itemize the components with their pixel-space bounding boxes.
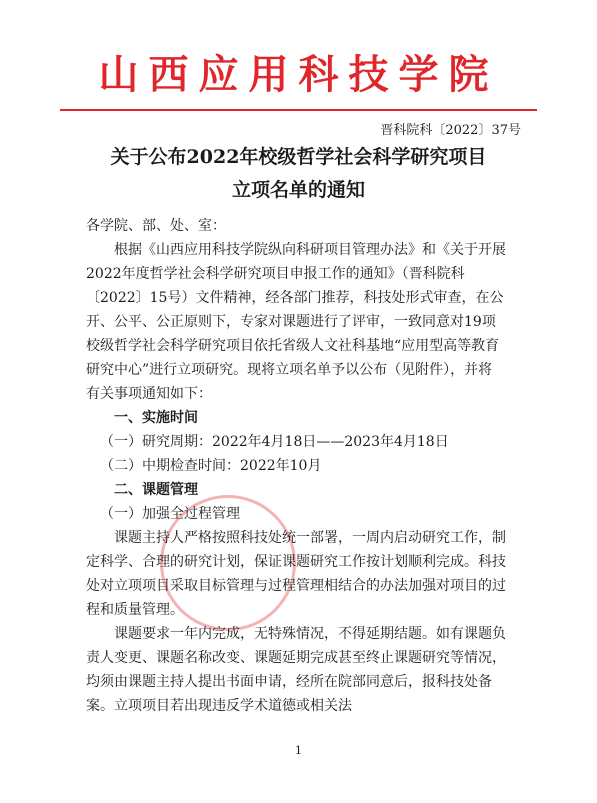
section-1-heading: 一、实施时间 — [114, 410, 198, 426]
section-1-item-2: （二）中期检查时间：2022年10月 — [100, 458, 322, 474]
title-line-2: 立项名单的通知 — [231, 179, 365, 201]
document-body — [86, 214, 506, 718]
title-line-1: 关于公布2022年校级哲学社会科学研究项目 — [110, 146, 487, 168]
section-2-subheading-1: （一）加强全过程管理 — [100, 506, 240, 522]
header-red-rule — [60, 109, 537, 111]
page-number: 1 — [295, 744, 302, 757]
section-1-item-1: （一）研究周期：2022年4月18日——2023年4月18日 — [100, 434, 449, 450]
document-number: 晋科院科〔2022〕37号 — [380, 123, 521, 138]
paragraph-intro: 根据《山西应用科技学院纵向科研项目管理办法》和《关于开展2022年度哲学社会科学研究项目申报工作的通知》（晋科院科〔2022〕15号）文件精神，经各部门推荐，科技处形式审查，在公开、公平、公正原则下，专家对课题进行了评审，一致同意对19项校级哲学社会科学研究项目依托省级人文社科基地“应用型高等教育研究中心”进行立项研究。现将立项名单予以公布（见附件），并将有关事项通知如下： — [86, 242, 506, 402]
salutation: 各学院、部、处、室： — [86, 218, 226, 234]
paragraph-requirements: 课题要求一年内完成，无特殊情况，不得延期结题。如有课题负责人变更、课题名称改变、课题延期完成甚至终止课题研究等情况，均须由课题主持人提出书面申请，经所在院部同意后，报科技处备案。立项项目若出现违反学术道德或相关法 — [86, 626, 506, 714]
section-2-heading: 二、课题管理 — [114, 482, 198, 498]
document-title — [0, 141, 597, 207]
paragraph-management: 课题主持人严格按照科技处统一部署，一周内启动研究工作，制定科学、合理的研究计划，保证课题研究工作按计划顺利完成。科技处对立项项目采取目标管理与过程管理相结合的办法加强对项目的过程和质量管理。 — [86, 530, 506, 618]
institution-header: 山西应用科技学院 — [98, 51, 499, 98]
